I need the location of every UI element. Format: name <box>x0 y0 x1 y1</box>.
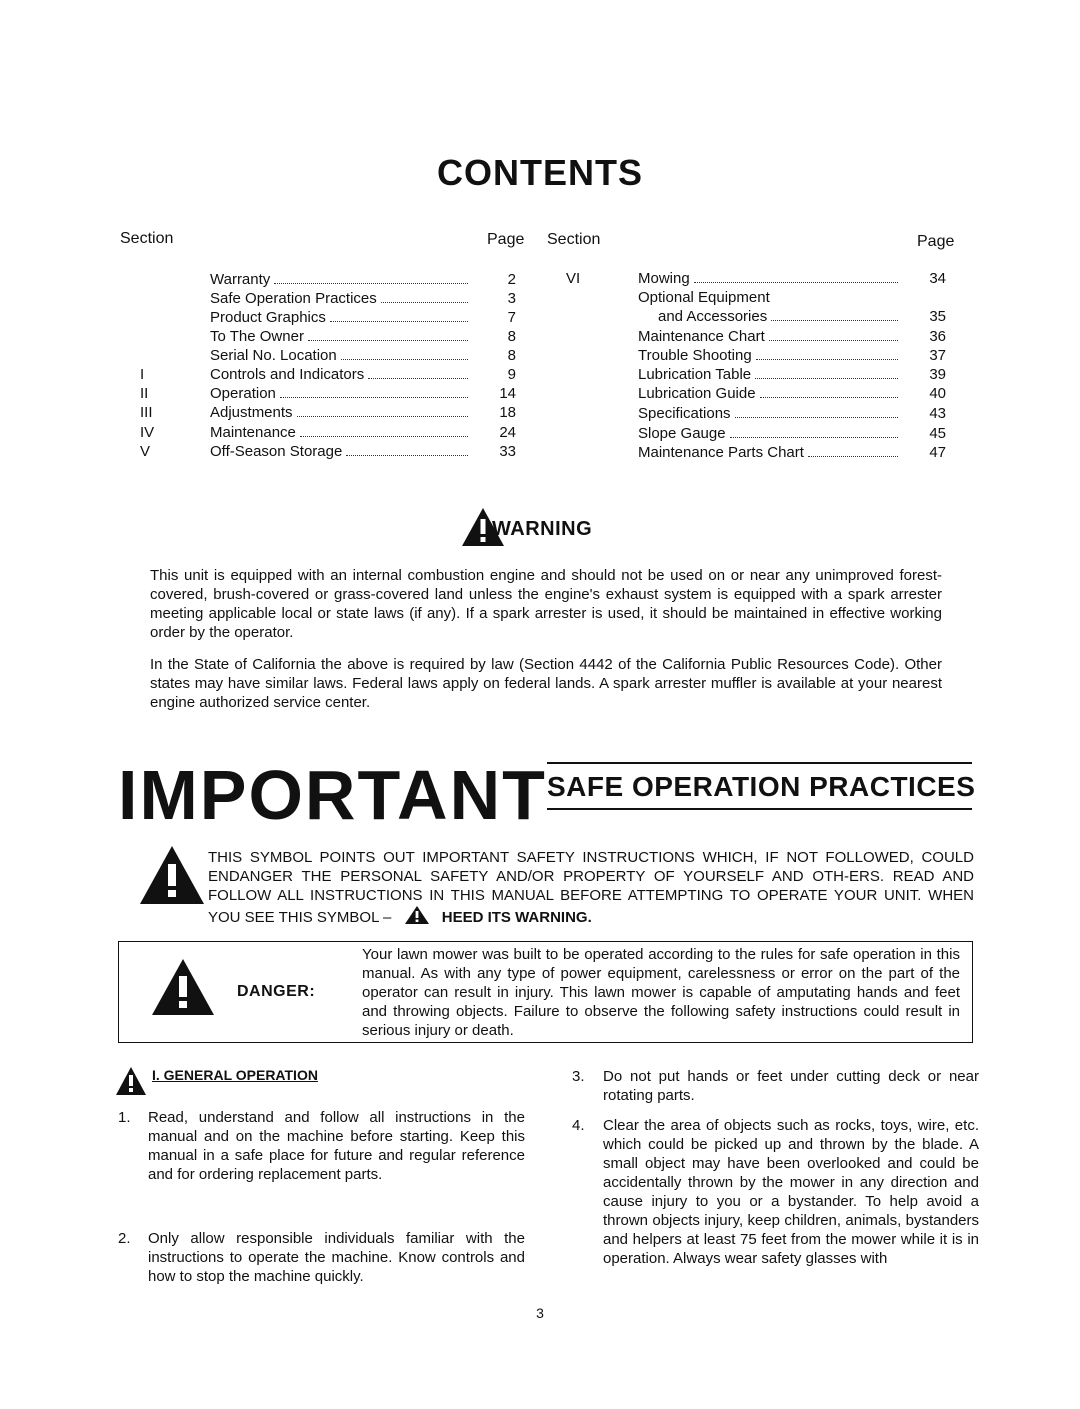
warning-triangle-icon <box>404 905 430 925</box>
page-number: 3 <box>536 1305 544 1321</box>
toc-page-header-left: Page <box>487 231 525 248</box>
warning-triangle-icon <box>115 1066 147 1096</box>
toc-page-number: 18 <box>499 404 516 421</box>
danger-text: Your lawn mower was built to be operated according to the rules for safe operation in this manual. As with any type of power equipment, carelessness or error on the part of the operator can result in injury. This lawn mower is capable of amputating hands and feet and throwing objects. Failure to observe the following safety instructions could result in serious injury or death. <box>362 946 960 1039</box>
toc-page-number: 14 <box>499 385 516 402</box>
toc-entry <box>566 443 950 462</box>
toc-page-number: 35 <box>929 308 946 325</box>
toc-entry <box>566 307 950 326</box>
toc-entry <box>140 270 520 289</box>
list-item-number: 4. <box>572 1117 585 1134</box>
heed-warning-text: HEED ITS WARNING. <box>441 909 592 926</box>
toc-page-header-right: Page <box>917 233 955 250</box>
warning-paragraph-2: In the State of California the above is required by law (Section 4442 of the California Public Resources Code). Other states may have similar laws. Federal laws apply on federal lands. A spark arrester muffler is available at your nearest engine authorized service center. <box>150 656 942 711</box>
toc-entry <box>140 327 520 346</box>
toc-entry-title: Serial No. Location <box>210 347 337 364</box>
safety-symbol-sentence: THIS SYMBOL POINTS OUT IMPORTANT SAFETY INSTRUCTIONS WHICH, IF NOT FOLLOWED, COULD ENDANGER THE PERSONAL SAFETY AND/OR PROPERTY OF YOURSELF AND OTH-ERS. READ AND FOLLOW ALL INSTRUCTIONS IN THIS MANUAL BEFORE ATTEMPTING TO OPERATE YOUR UNIT. WHEN YOU SEE THIS SYMBOL – <box>208 849 974 926</box>
toc-entry-title: Safe Operation Practices <box>210 290 377 307</box>
toc-entry <box>140 403 520 422</box>
list-item: Do not put hands or feet under cutting deck or near rotating parts. <box>603 1068 979 1104</box>
toc-entry-title: Trouble Shooting <box>638 347 752 364</box>
toc-section-number: I <box>140 366 145 383</box>
warning-heading: WARNING <box>492 518 593 540</box>
toc-entry-title: Adjustments <box>210 404 293 421</box>
toc-entry <box>140 423 520 442</box>
toc-entry-title: Mowing <box>638 270 690 287</box>
divider <box>547 808 972 810</box>
toc-entry-title: Slope Gauge <box>638 425 726 442</box>
toc-page-number: 40 <box>929 385 946 402</box>
toc-entry <box>566 404 950 423</box>
toc-entry-title: To The Owner <box>210 328 304 345</box>
danger-label: DANGER: <box>237 983 316 1000</box>
toc-entry-title: Optional Equipment <box>638 289 770 306</box>
divider <box>547 762 972 764</box>
list-item: Read, understand and follow all instructions in the manual and on the machine before starting. Keep this manual in a safe place for future and regular reference and for ordering replacement parts. <box>148 1109 525 1183</box>
toc-entry <box>566 346 950 365</box>
toc-entry <box>140 308 520 327</box>
toc-entry-title: Maintenance <box>210 424 296 441</box>
list-item: Only allow responsible individuals familiar with the instructions to operate the machine. Know controls and how to stop the machine quickly. <box>148 1230 525 1285</box>
contents-title: CONTENTS <box>437 152 643 193</box>
toc-entry <box>140 442 520 461</box>
toc-section-number: V <box>140 443 151 460</box>
toc-entry-title: Controls and Indicators <box>210 366 365 383</box>
list-item-number: 3. <box>572 1068 585 1085</box>
toc-entry-title: Operation <box>210 385 276 402</box>
toc-entry-title: Specifications <box>638 405 731 422</box>
toc-section-header-left: Section <box>120 230 174 247</box>
list-item-number: 1. <box>118 1109 131 1126</box>
toc-entry-title: and Accessories <box>658 308 768 325</box>
toc-entry-title: Warranty <box>210 271 271 288</box>
important-heading: IMPORTANT <box>118 756 547 834</box>
toc-page-number: 45 <box>929 425 946 442</box>
toc-section-header-right: Section <box>547 231 601 248</box>
toc-page-number: 8 <box>507 328 516 345</box>
toc-page-number: 9 <box>507 366 516 383</box>
toc-page-number: 7 <box>507 309 516 326</box>
toc-entry-title: Lubrication Table <box>638 366 752 383</box>
safety-symbol-text <box>208 848 974 927</box>
toc-section-number: II <box>140 385 149 402</box>
toc-page-number: 3 <box>507 290 516 307</box>
toc-page-number: 43 <box>929 405 946 422</box>
toc-entry <box>140 346 520 365</box>
toc-entry-title: Lubrication Guide <box>638 385 756 402</box>
toc-page-number: 39 <box>929 366 946 383</box>
danger-triangle-icon <box>150 957 216 1017</box>
safety-alert-icon <box>138 844 206 906</box>
safe-operation-practices-title: SAFE OPERATION PRACTICES <box>547 771 976 802</box>
list-item: Clear the area of objects such as rocks, toys, wire, etc. which could be picked up and thrown by the blade. A small object may have been overlooked and could be accidentally thrown by the mower in any direction and cause injury to you or a bystander. To help avoid a thrown objects injury, keep children, animals, bystanders and helpers at least 75 feet from the mower while it is in operation. Always wear safety glasses with <box>603 1117 979 1267</box>
warning-paragraph-1: This unit is equipped with an internal combustion engine and should not be used on or near any unimproved forest-covered, brush-covered or grass-covered land unless the engine's exhaust system is equipped with a spark arrester meeting applicable local or state laws (if any). If a spark arrester is used, it should be maintained in effective working order by the operator. <box>150 567 942 641</box>
toc-entry <box>140 384 520 403</box>
toc-page-number: 36 <box>929 328 946 345</box>
list-item-number: 2. <box>118 1230 131 1247</box>
toc-entry <box>566 424 950 443</box>
toc-entry-title: Maintenance Parts Chart <box>638 444 804 461</box>
toc-page-number: 2 <box>507 271 516 288</box>
toc-entry <box>140 365 520 384</box>
toc-page-number: 24 <box>499 424 516 441</box>
toc-entry-title: Product Graphics <box>210 309 326 326</box>
toc-section-number: IV <box>140 424 155 441</box>
toc-entry <box>566 269 950 288</box>
toc-page-number: 47 <box>929 444 946 461</box>
toc-entry <box>566 327 950 346</box>
toc-entry-title: Maintenance Chart <box>638 328 765 345</box>
toc-page-number: 33 <box>499 443 516 460</box>
toc-page-number: 34 <box>929 270 946 287</box>
toc-entry <box>566 384 950 403</box>
toc-page-number: 37 <box>929 347 946 364</box>
general-operation-heading: I. GENERAL OPERATION <box>152 1067 318 1083</box>
toc-entry <box>140 289 520 308</box>
toc-section-number: III <box>140 404 153 421</box>
toc-section-number: VI <box>566 270 581 287</box>
toc-entry <box>566 288 950 307</box>
toc-page-number: 8 <box>507 347 516 364</box>
toc-entry-title: Off-Season Storage <box>210 443 343 460</box>
toc-entry <box>566 365 950 384</box>
